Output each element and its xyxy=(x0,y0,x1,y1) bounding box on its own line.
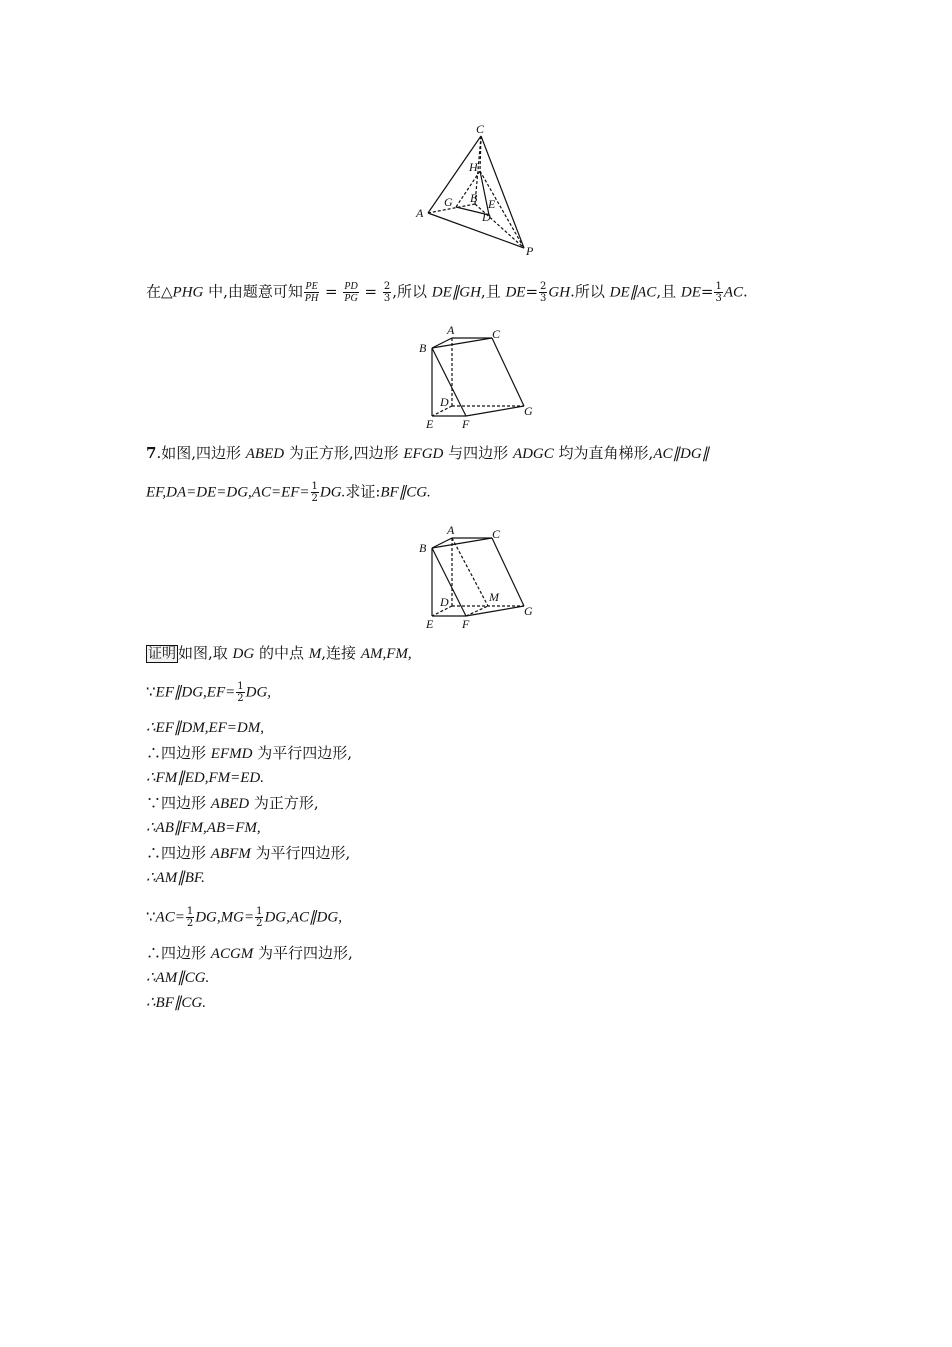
proof-badge: 证明 xyxy=(148,646,176,662)
figure-solid-with-m xyxy=(412,520,542,632)
fraction-2-3: $\frac{2}{3}$ xyxy=(383,281,391,304)
label-B: B xyxy=(419,541,427,555)
label-C: C xyxy=(476,122,485,136)
label-C: C xyxy=(492,527,501,541)
label-H: H xyxy=(469,160,478,174)
problem-number: 7 xyxy=(146,444,157,462)
proof-intro: 证明 如图,取 DG 的中点 M,连接 AM,FM, xyxy=(148,644,412,662)
proof-step-6: ∴AB∥FM,AB=FM, xyxy=(146,820,261,836)
proof-step-12: ∴BF∥CG. xyxy=(146,995,206,1011)
text: 中,由题意可知 xyxy=(203,282,303,301)
label-B: B xyxy=(470,191,478,205)
proof-step-9: ∵AC= $\frac{1}{2}$ DG,MG= $\frac{1}{2}$ DG,AC∥DG, xyxy=(146,906,342,929)
proof-step-10: ∴四边形 ACGM 为平行四边形, xyxy=(146,944,353,962)
fraction-1-2: $\frac{1}{2}$ xyxy=(186,906,194,929)
fraction-1-3: $\frac{1}{3}$ xyxy=(715,281,722,304)
label-F: F xyxy=(462,617,470,631)
proof-step-2: ∴EF∥DM,EF=DM, xyxy=(146,720,264,736)
proof-step-5: ∵四边形 ABED 为正方形, xyxy=(146,794,319,812)
label-G: G xyxy=(524,604,533,618)
text: 在△ xyxy=(146,282,173,301)
label-B: B xyxy=(419,341,427,355)
proof-step-7: ∴四边形 ABFM 为平行四边形, xyxy=(146,844,351,862)
label-M: M xyxy=(489,590,499,604)
label-F: F xyxy=(462,417,470,431)
label-D: D xyxy=(440,395,449,409)
problem-7-line1: 7.如图,四边形 ABED 为正方形,四边形 EFGD 与四边形 ADGC 均为直角梯形,AC∥DG∥ xyxy=(146,444,710,462)
label-P: P xyxy=(526,244,534,258)
label-D: D xyxy=(440,595,449,609)
proof-step-11: ∴AM∥CG. xyxy=(146,970,210,986)
paragraph-phg: 在△PHG 中,由题意可知 $\frac{PE}{PH}$ = $\frac{PD}{PG}$ = $\frac{2}{3}$ ,所以 DE∥GH,且 DE= $\frac{2}{3}$ GH.所以 DE∥AC,且 DE= $\frac{1}{3}$ AC. xyxy=(146,281,748,304)
label-E: E xyxy=(488,197,496,211)
fraction-pe-ph: $\frac{PE}{PH}$ xyxy=(304,281,319,304)
proof-step-1: ∵EF∥DG,EF= $\frac{1}{2}$ DG, xyxy=(146,681,272,704)
triangle-name: PHG xyxy=(172,284,204,301)
fraction-2-3b: $\frac{2}{3}$ xyxy=(540,281,547,304)
label-C: C xyxy=(492,327,501,341)
figure-solid xyxy=(412,320,542,432)
label-E: E xyxy=(426,617,434,631)
proof-step-4: ∴FM∥ED,FM=ED. xyxy=(146,770,264,786)
fraction-pd-pg: $\frac{PD}{PG}$ xyxy=(344,281,358,304)
fraction-1-2: $\frac{1}{2}$ xyxy=(256,906,263,929)
label-D: D xyxy=(482,210,491,224)
label-A: A xyxy=(447,323,455,337)
proof-step-8: ∴AM∥BF. xyxy=(146,870,205,886)
label-E: E xyxy=(426,417,434,431)
fraction-1-2: $\frac{1}{2}$ xyxy=(237,681,244,704)
proof-step-3: ∴四边形 EFMD 为平行四边形, xyxy=(146,744,352,762)
problem-7-line2: EF,DA=DE=DG,AC=EF= $\frac{1}{2}$ DG.求证:BF∥CG. xyxy=(146,481,431,504)
figure-tetrahedron xyxy=(410,118,550,260)
label-A: A xyxy=(447,523,455,537)
label-G: G xyxy=(444,195,453,209)
label-A: A xyxy=(416,206,424,220)
fraction-1-2: $\frac{1}{2}$ xyxy=(311,481,318,504)
label-G: G xyxy=(524,404,533,418)
